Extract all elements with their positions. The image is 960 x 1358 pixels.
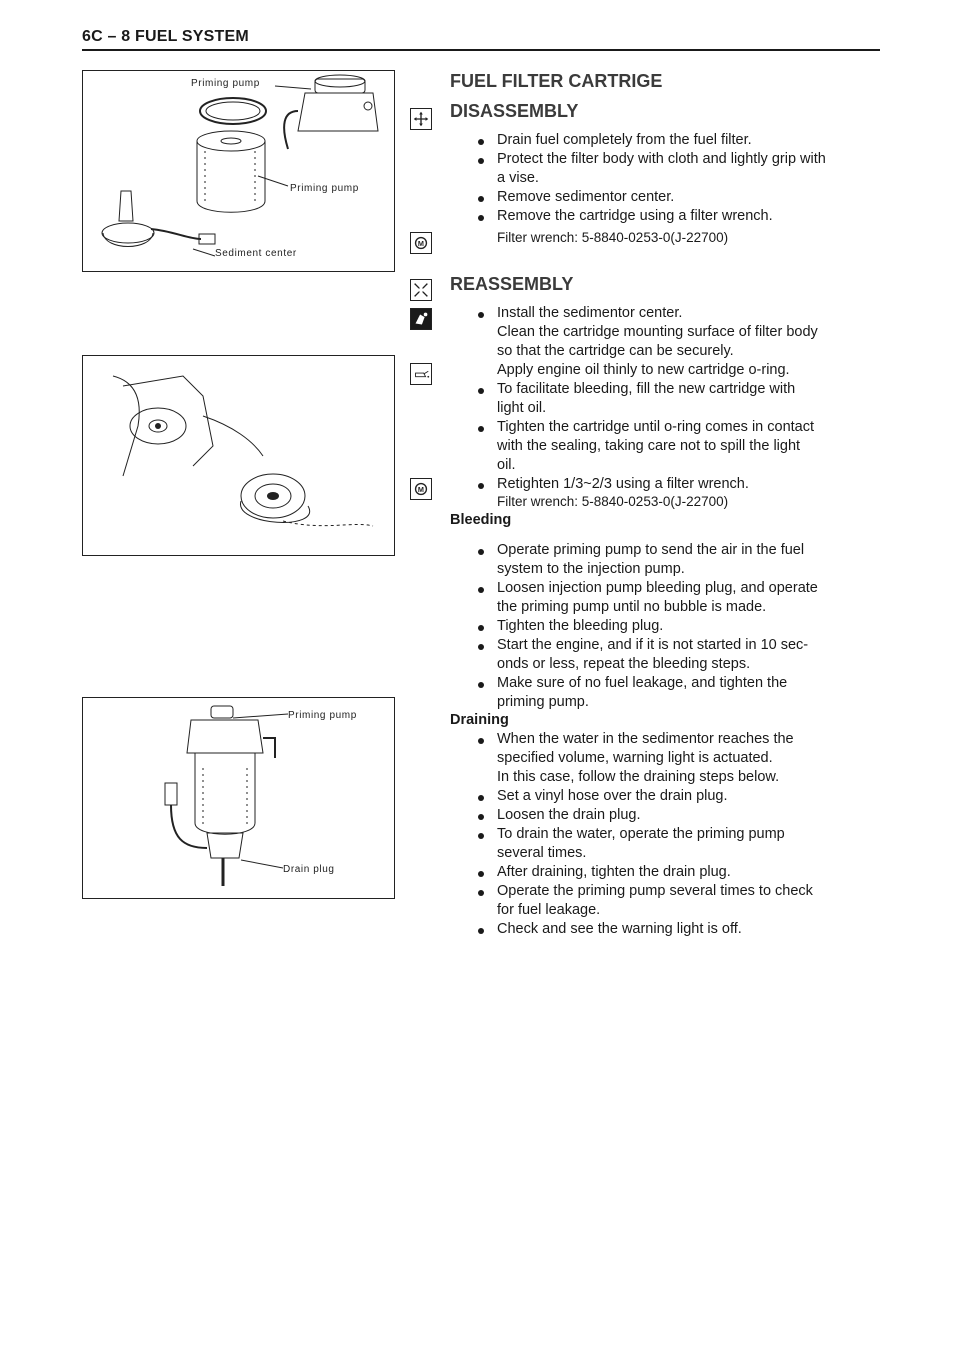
- svg-text:M: M: [417, 239, 424, 249]
- bleeding-step-2: Loosen injection pump bleeding plug, and operate: [497, 580, 818, 596]
- disassembly-icon: [410, 108, 432, 130]
- bullet: [478, 682, 484, 688]
- figure-filter-exploded: [82, 70, 395, 272]
- filter-wrench-drawing: [83, 356, 394, 555]
- bullet: [478, 814, 484, 820]
- reassembly-step-4: Retighten 1/3~2/3 using a filter wrench.: [497, 476, 749, 492]
- draining-heading: Draining: [450, 712, 509, 728]
- bleeding-step-1-cont: system to the injection pump.: [497, 561, 685, 577]
- draining-step-3: Loosen the drain plug.: [497, 807, 641, 823]
- bullet: [478, 426, 484, 432]
- reassembly-icon: [410, 279, 432, 301]
- figure-filter-wrench: [82, 355, 395, 556]
- bleeding-step-4: Start the engine, and if it is not started in 10 sec-: [497, 637, 809, 653]
- bullet: [478, 587, 484, 593]
- bleeding-step-3: Tighten the bleeding plug.: [497, 618, 664, 634]
- header-rule: [82, 49, 880, 51]
- disassembly-step-3: Remove sedimentor center.: [497, 189, 675, 205]
- special-tool-icon: [410, 232, 432, 254]
- bleeding-step-5: Make sure of no fuel leakage, and tighten the: [497, 675, 788, 691]
- disassembly-step-2: Protect the filter body with cloth and lightly grip with: [497, 151, 826, 167]
- page-title: 6C – 8 FUEL SYSTEM: [82, 28, 249, 45]
- bullet: [478, 139, 484, 145]
- disassembly-tool-note: Filter wrench: 5-8840-0253-0(J-22700): [497, 230, 729, 245]
- label-sediment-center: Sediment center: [215, 248, 297, 259]
- draining-step-1-cont-b: In this case, follow the draining steps below.: [497, 769, 780, 785]
- reassembly-step-1-cont-c: Apply engine oil thinly to new cartridge o-ring.: [497, 362, 790, 378]
- figure-filter-assembly: [82, 697, 395, 899]
- bullet: [478, 871, 484, 877]
- section-title: FUEL FILTER CARTRIGE: [450, 71, 663, 91]
- bleeding-step-5-cont: priming pump.: [497, 694, 589, 710]
- draining-step-1: When the water in the sedimentor reaches the: [497, 731, 794, 747]
- reassembly-step-3: Tighten the cartridge until o-ring comes in contact: [497, 419, 815, 435]
- label-priming-pump-top: Priming pump: [191, 78, 260, 89]
- draining-step-6-cont: for fuel leakage.: [497, 902, 601, 918]
- bleeding-step-4-cont: onds or less, repeat the bleeding steps.: [497, 656, 751, 672]
- disassembly-step-2-cont: a vise.: [497, 170, 539, 186]
- reassembly-step-2-cont: light oil.: [497, 400, 547, 416]
- bullet: [478, 549, 484, 555]
- bullet: [478, 928, 484, 934]
- reassembly-step-1-cont-a: Clean the cartridge mounting surface of filter body: [497, 324, 818, 340]
- bullet: [478, 625, 484, 631]
- reassembly-step-1: Install the sedimentor center.: [497, 305, 683, 321]
- bullet: [478, 833, 484, 839]
- bullet: [478, 890, 484, 896]
- bullet: [478, 738, 484, 744]
- bullet: [478, 196, 484, 202]
- draining-step-4: To drain the water, operate the priming pump: [497, 826, 785, 842]
- bullet: [478, 483, 484, 489]
- page-header: [82, 28, 880, 46]
- bleeding-heading: Bleeding: [450, 512, 512, 528]
- bullet: [478, 795, 484, 801]
- reassembly-step-3-cont-a: with the sealing, taking care not to spill the light: [497, 438, 801, 454]
- draining-step-2: Set a vinyl hose over the drain plug.: [497, 788, 728, 804]
- draining-step-7: Check and see the warning light is off.: [497, 921, 742, 937]
- bullet: [478, 644, 484, 650]
- apply-grease-icon: [410, 308, 432, 330]
- reassembly-tool-note: Filter wrench: 5-8840-0253-0(J-22700): [497, 494, 729, 509]
- bleeding-step-1: Operate priming pump to send the air in the fuel: [497, 542, 805, 558]
- reassembly-heading: REASSEMBLY: [450, 274, 574, 294]
- bullet: [478, 388, 484, 394]
- bullet: [478, 215, 484, 221]
- svg-text:M: M: [417, 485, 424, 495]
- reassembly-step-2: To facilitate bleeding, fill the new cartridge with: [497, 381, 796, 397]
- special-tool-icon-2: [410, 478, 432, 500]
- draining-step-4-cont: several times.: [497, 845, 587, 861]
- bullet: [478, 312, 484, 318]
- disassembly-step-4: Remove the cartridge using a filter wrench.: [497, 208, 773, 224]
- bleeding-step-2-cont: the priming pump until no bubble is made.: [497, 599, 767, 615]
- disassembly-step-1: Drain fuel completely from the fuel filter.: [497, 132, 752, 148]
- draining-step-5: After draining, tighten the drain plug.: [497, 864, 731, 880]
- draining-step-6: Operate the priming pump several times to check: [497, 883, 813, 899]
- oil-can-icon: [410, 363, 432, 385]
- reassembly-step-1-cont-b: so that the cartridge can be securely.: [497, 343, 734, 359]
- draining-step-1-cont-a: specified volume, warning light is actuated.: [497, 750, 773, 766]
- disassembly-heading: DISASSEMBLY: [450, 101, 579, 121]
- label-drain-plug: Drain plug: [283, 864, 335, 875]
- bullet: [478, 158, 484, 164]
- label-priming-pump: Priming pump: [288, 710, 357, 721]
- filter-assembly-drawing: [83, 698, 394, 898]
- reassembly-step-3-cont-b: oil.: [497, 457, 516, 473]
- filter-exploded-drawing: [83, 71, 394, 271]
- label-priming-pump-mid: Priming pump: [290, 183, 359, 194]
